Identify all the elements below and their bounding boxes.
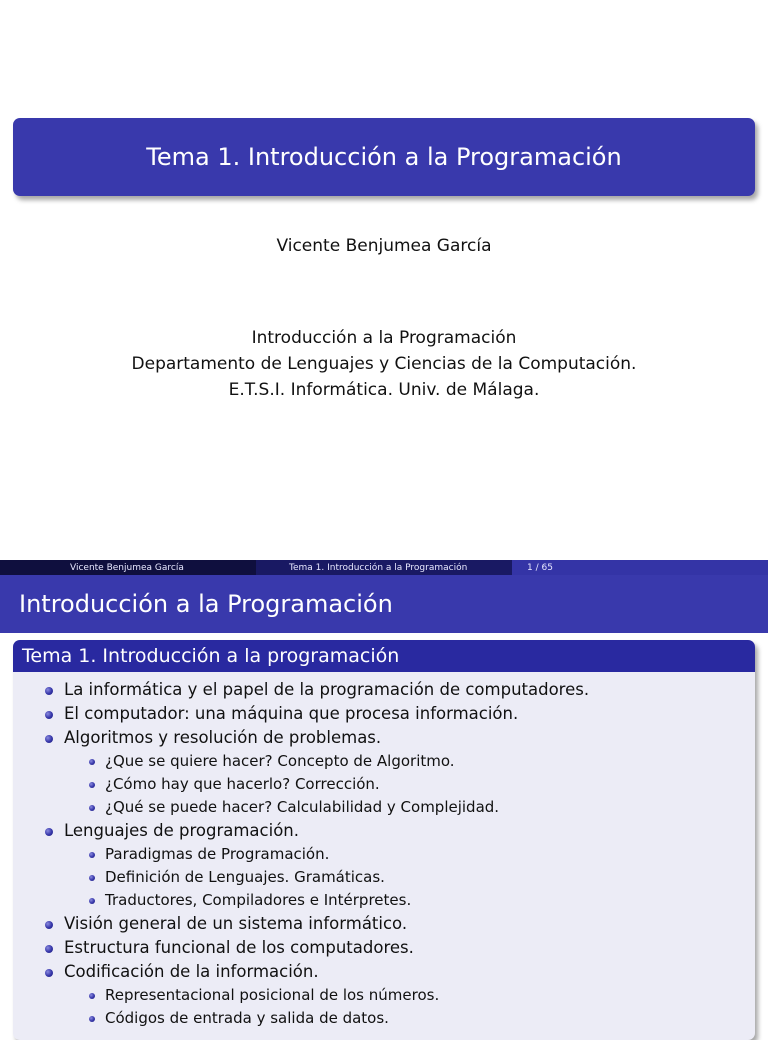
bullet-icon [89,875,95,881]
list-item [13,866,755,889]
footer-bar [0,560,768,575]
list-item-text: Definición de Lenguajes. Gramáticas. [105,868,385,886]
bullet-icon [89,993,95,999]
list-item-text: ¿Qué se puede hacer? Calculabilidad y Complejidad. [105,798,500,816]
list-item [13,912,755,936]
list-item [13,1007,755,1030]
bullet-icon [45,687,53,695]
list-item [13,936,755,960]
list-item [13,796,755,819]
list-item [13,819,755,843]
bullet-icon [89,759,95,765]
list-item-text: La informática y el papel de la programación de computadores. [64,680,590,699]
bullet-icon [89,782,95,788]
bullet-icon [45,735,53,743]
list-item [13,678,755,702]
list-item [13,773,755,796]
list-item-text: Traductores, Compiladores e Intérpretes. [105,891,412,909]
bullet-icon [89,1016,95,1022]
block-title: Tema 1. Introducción a la programación [13,640,755,672]
list-item-text: Visión general de un sistema informático. [64,914,408,933]
footer-page-number: 1 / 65 [512,560,768,575]
institute-line: Departamento de Lenguajes y Ciencias de la Computación. [131,354,637,374]
bullet-icon [45,969,53,977]
list-item-text: Representacional posicional de los números. [105,986,440,1004]
presentation-title: Tema 1. Introducción a la Programación [146,143,622,171]
bullet-icon [89,805,95,811]
list-item-text: ¿Que se quiere hacer? Concepto de Algoritmo. [105,752,455,770]
list-item-text: Codificación de la información. [64,962,319,981]
bullet-icon [45,711,53,719]
institute-line: E.T.S.I. Informática. Univ. de Málaga. [228,380,540,400]
list-item-text: Códigos de entrada y salida de datos. [105,1009,389,1027]
list-item [13,960,755,984]
list-item [13,889,755,912]
bullet-icon [45,921,53,929]
author-name: Vicente Benjumea García [276,236,492,256]
institute-line: Introducción a la Programación [251,328,517,348]
bullet-list [13,672,755,1030]
bullet-icon [45,828,53,836]
frame-title [0,575,768,633]
list-item-text: Lenguajes de programación. [64,821,299,840]
presentation-title-box [13,118,755,196]
frame-title-text: Introducción a la Programación [19,590,393,618]
list-item [13,984,755,1007]
list-item-text: Estructura funcional de los computadores. [64,938,414,957]
bullet-icon [45,945,53,953]
list-item [13,843,755,866]
list-item [13,750,755,773]
list-item-text: El computador: una máquina que procesa información. [64,704,519,723]
footer-author: Vicente Benjumea García [0,560,256,575]
bullet-icon [89,852,95,858]
list-item [13,702,755,726]
institute-block [0,325,768,403]
content-block [13,640,755,1040]
footer-title: Tema 1. Introducción a la Programación [256,560,512,575]
list-item-text: Algoritmos y resolución de problemas. [64,728,382,747]
list-item-text: Paradigmas de Programación. [105,845,330,863]
list-item [13,726,755,750]
bullet-icon [89,898,95,904]
list-item-text: ¿Cómo hay que hacerlo? Corrección. [105,775,380,793]
